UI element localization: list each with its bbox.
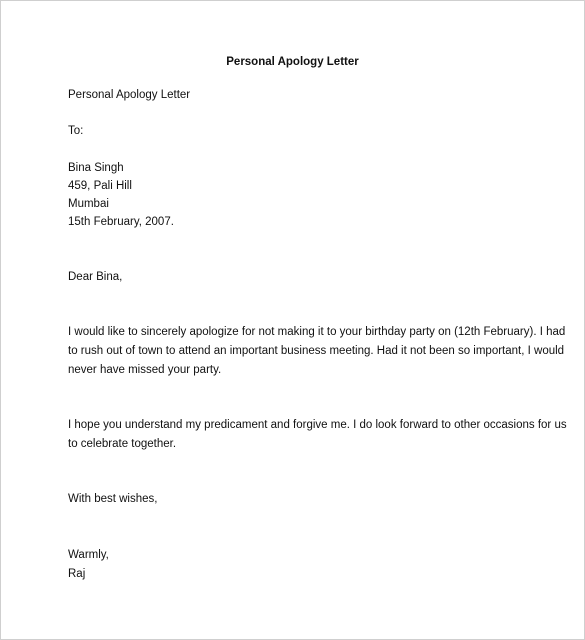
paragraph-line: to rush out of town to attend an important business meeting. Had it not been so important, I would xyxy=(68,345,565,358)
body-paragraph-1 xyxy=(68,323,566,381)
recipient-address: 459, Pali Hill xyxy=(68,180,132,192)
recipient-name: Bina Singh xyxy=(68,162,124,174)
recipient-city: Mumbai xyxy=(68,198,109,210)
paragraph-line: to celebrate together. xyxy=(68,438,177,451)
letter-heading: Personal Apology Letter xyxy=(68,89,191,101)
letter-date: 15th February, 2007. xyxy=(68,216,174,228)
paragraph-line: never have missed your party. xyxy=(68,364,222,377)
closing: With best wishes, xyxy=(68,493,158,505)
body-paragraph-2 xyxy=(68,416,567,454)
signoff: Warmly, xyxy=(68,549,109,561)
to-label: To: xyxy=(68,125,84,137)
signature: Raj xyxy=(68,568,86,580)
document-title: Personal Apology Letter xyxy=(226,56,359,68)
paragraph-line: I hope you understand my predicament and forgive me. I do look forward to other occasions for us xyxy=(68,419,567,431)
salutation: Dear Bina, xyxy=(68,271,123,283)
paragraph-line: I would like to sincerely apologize for not making it to your birthday party on (12th February). I had xyxy=(68,326,566,338)
